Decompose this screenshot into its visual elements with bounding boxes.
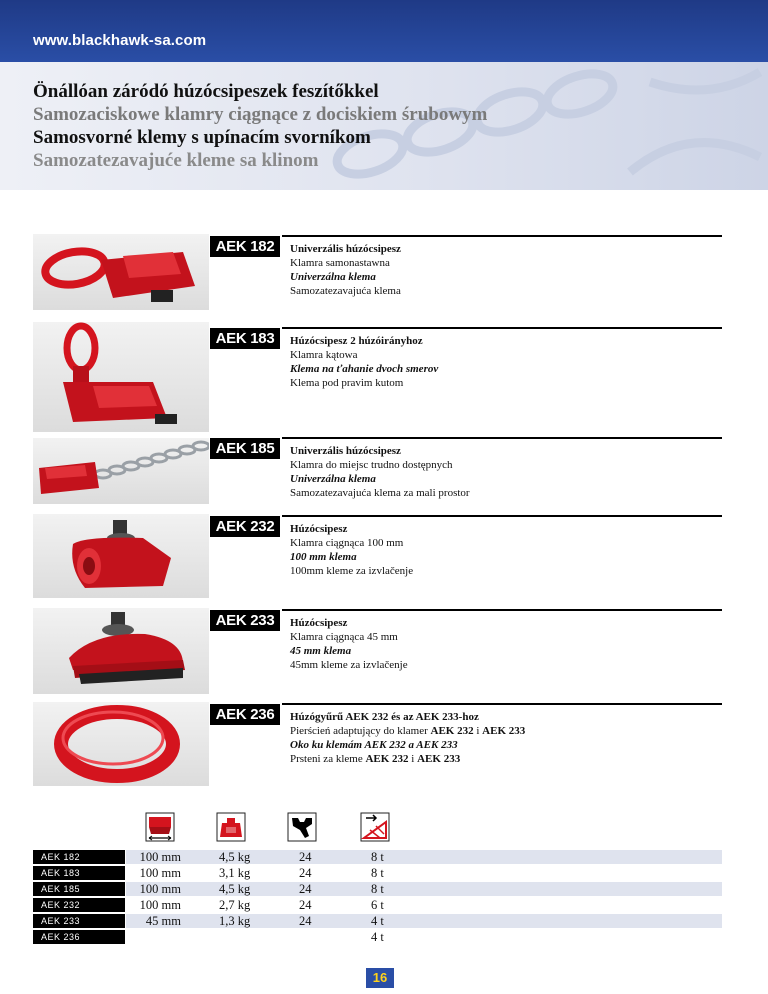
product-desc-aek183 [290, 334, 438, 390]
cell-weight: 2,7 kg [219, 898, 251, 912]
table-row [33, 914, 722, 929]
desc-sk: Univerzálna klema [290, 271, 376, 283]
page-number: 16 [366, 968, 394, 988]
cell-width: 100 mm [139, 882, 181, 896]
title-slovak: Samosvorné klemy s upínacím svorníkom [33, 127, 371, 148]
cell-wrench: 24 [299, 882, 312, 896]
cell-wrench: 24 [299, 898, 312, 912]
desc-pl: Klamra ciągnąca 45 mm [290, 631, 398, 643]
cell-weight: 4,5 kg [219, 850, 251, 864]
table-row [33, 882, 722, 897]
product-photo-aek182 [33, 234, 209, 310]
desc-sk: Klema na ťahanie dvoch smerov [290, 363, 439, 375]
table-row [33, 866, 722, 881]
desc-pl: Klamra kątowa [290, 349, 358, 361]
cell-weight: 4,5 kg [219, 882, 251, 896]
divider-line [282, 515, 722, 517]
product-photo-aek185 [33, 438, 209, 504]
row-code: AEK 183 [33, 866, 125, 880]
desc-sk: 100 mm klema [290, 551, 357, 563]
cell-width: 45 mm [145, 914, 181, 928]
product-code-aek183: AEK 183 [210, 328, 280, 349]
row-code: AEK 236 [33, 930, 125, 944]
product-photo-aek233 [33, 608, 209, 694]
desc-pl: Pierścień adaptujący do klamer AEK 232 i AEK 233 [290, 725, 526, 737]
cell-force: 6 t [371, 898, 384, 912]
product-photo-aek183 [33, 322, 209, 432]
product-code-aek232: AEK 232 [210, 516, 280, 537]
desc-pl: Klamra ciągnąca 100 mm [290, 537, 404, 549]
desc-hr: Samozatezavajuća klema za mali prostor [290, 487, 470, 499]
desc-hu: Húzócsipesz [290, 617, 348, 629]
row-code: AEK 232 [33, 898, 125, 912]
desc-hu: Húzógyűrű AEK 232 és az AEK 233-hoz [290, 711, 479, 723]
row-code: AEK 185 [33, 882, 125, 896]
cell-force: 8 t [371, 866, 384, 880]
desc-sk: Oko ku klemám AEK 232 a AEK 233 [290, 739, 458, 751]
cell-force: 8 t [371, 850, 384, 864]
desc-hu: Húzócsipesz [290, 523, 348, 535]
divider-line [282, 703, 722, 705]
page-titles [33, 80, 487, 172]
cell-weight: 1,3 kg [219, 914, 251, 928]
title-croatian: Samozatezavajuće kleme sa klinom [33, 150, 319, 171]
cell-width: 100 mm [139, 866, 181, 880]
desc-hr: 100mm kleme za izvlačenje [290, 565, 414, 577]
product-code-aek182: AEK 182 [210, 236, 280, 257]
desc-hr: Klema pod pravim kutom [290, 377, 404, 389]
cell-width: 100 mm [139, 850, 181, 864]
desc-hr: Prsteni za kleme AEK 232 i AEK 233 [290, 753, 461, 765]
divider-line [282, 609, 722, 611]
desc-sk: Univerzálna klema [290, 473, 376, 485]
jaw-width-icon [145, 812, 175, 842]
product-code-aek236: AEK 236 [210, 704, 280, 725]
product-desc-aek233 [290, 616, 408, 672]
cell-wrench: 24 [299, 866, 312, 880]
product-code-aek185: AEK 185 [210, 438, 280, 459]
desc-pl: Klamra do miejsc trudno dostępnych [290, 459, 453, 471]
header-bar [0, 0, 768, 62]
desc-hu: Univerzális húzócsipesz [290, 243, 401, 255]
product-photo-aek236 [33, 702, 209, 786]
product-photo-aek232 [33, 514, 209, 598]
title-polish: Samozaciskowe klamry ciągnące z dociskiem śrubowym [33, 104, 488, 125]
desc-sk: 45 mm klema [290, 645, 352, 657]
desc-hu: Húzócsipesz 2 húzóirányhoz [290, 335, 423, 347]
product-desc-aek232 [290, 522, 413, 578]
row-code: AEK 182 [33, 850, 125, 864]
product-desc-aek236 [290, 710, 525, 766]
cell-force: 4 t [371, 930, 384, 944]
cell-force: 8 t [371, 882, 384, 896]
desc-hr: Samozatezavajuća klema [290, 285, 401, 297]
divider-line [282, 437, 722, 439]
desc-pl: Klamra samonastawna [290, 257, 390, 269]
table-row [33, 898, 722, 913]
title-hungarian: Önállóan záródó húzócsipeszek feszítőkkel [33, 81, 379, 102]
pull-force-icon [360, 812, 390, 842]
cell-width: 100 mm [139, 898, 181, 912]
product-code-aek233: AEK 233 [210, 610, 280, 631]
divider-line [282, 327, 722, 329]
cell-weight: 3,1 kg [219, 866, 251, 880]
desc-hr: 45mm kleme za izvlačenje [290, 659, 408, 671]
row-code: AEK 233 [33, 914, 125, 928]
weight-icon [216, 812, 246, 842]
cell-wrench: 24 [299, 850, 312, 864]
divider-line [282, 235, 722, 237]
website-url[interactable]: www.blackhawk-sa.com [33, 32, 207, 49]
table-row [33, 930, 722, 945]
desc-hu: Univerzális húzócsipesz [290, 445, 401, 457]
table-row [33, 850, 722, 865]
cell-force: 4 t [371, 914, 384, 928]
product-desc-aek185 [290, 444, 470, 500]
wrench-icon [287, 812, 317, 842]
cell-wrench: 24 [299, 914, 312, 928]
product-desc-aek182 [290, 242, 401, 298]
